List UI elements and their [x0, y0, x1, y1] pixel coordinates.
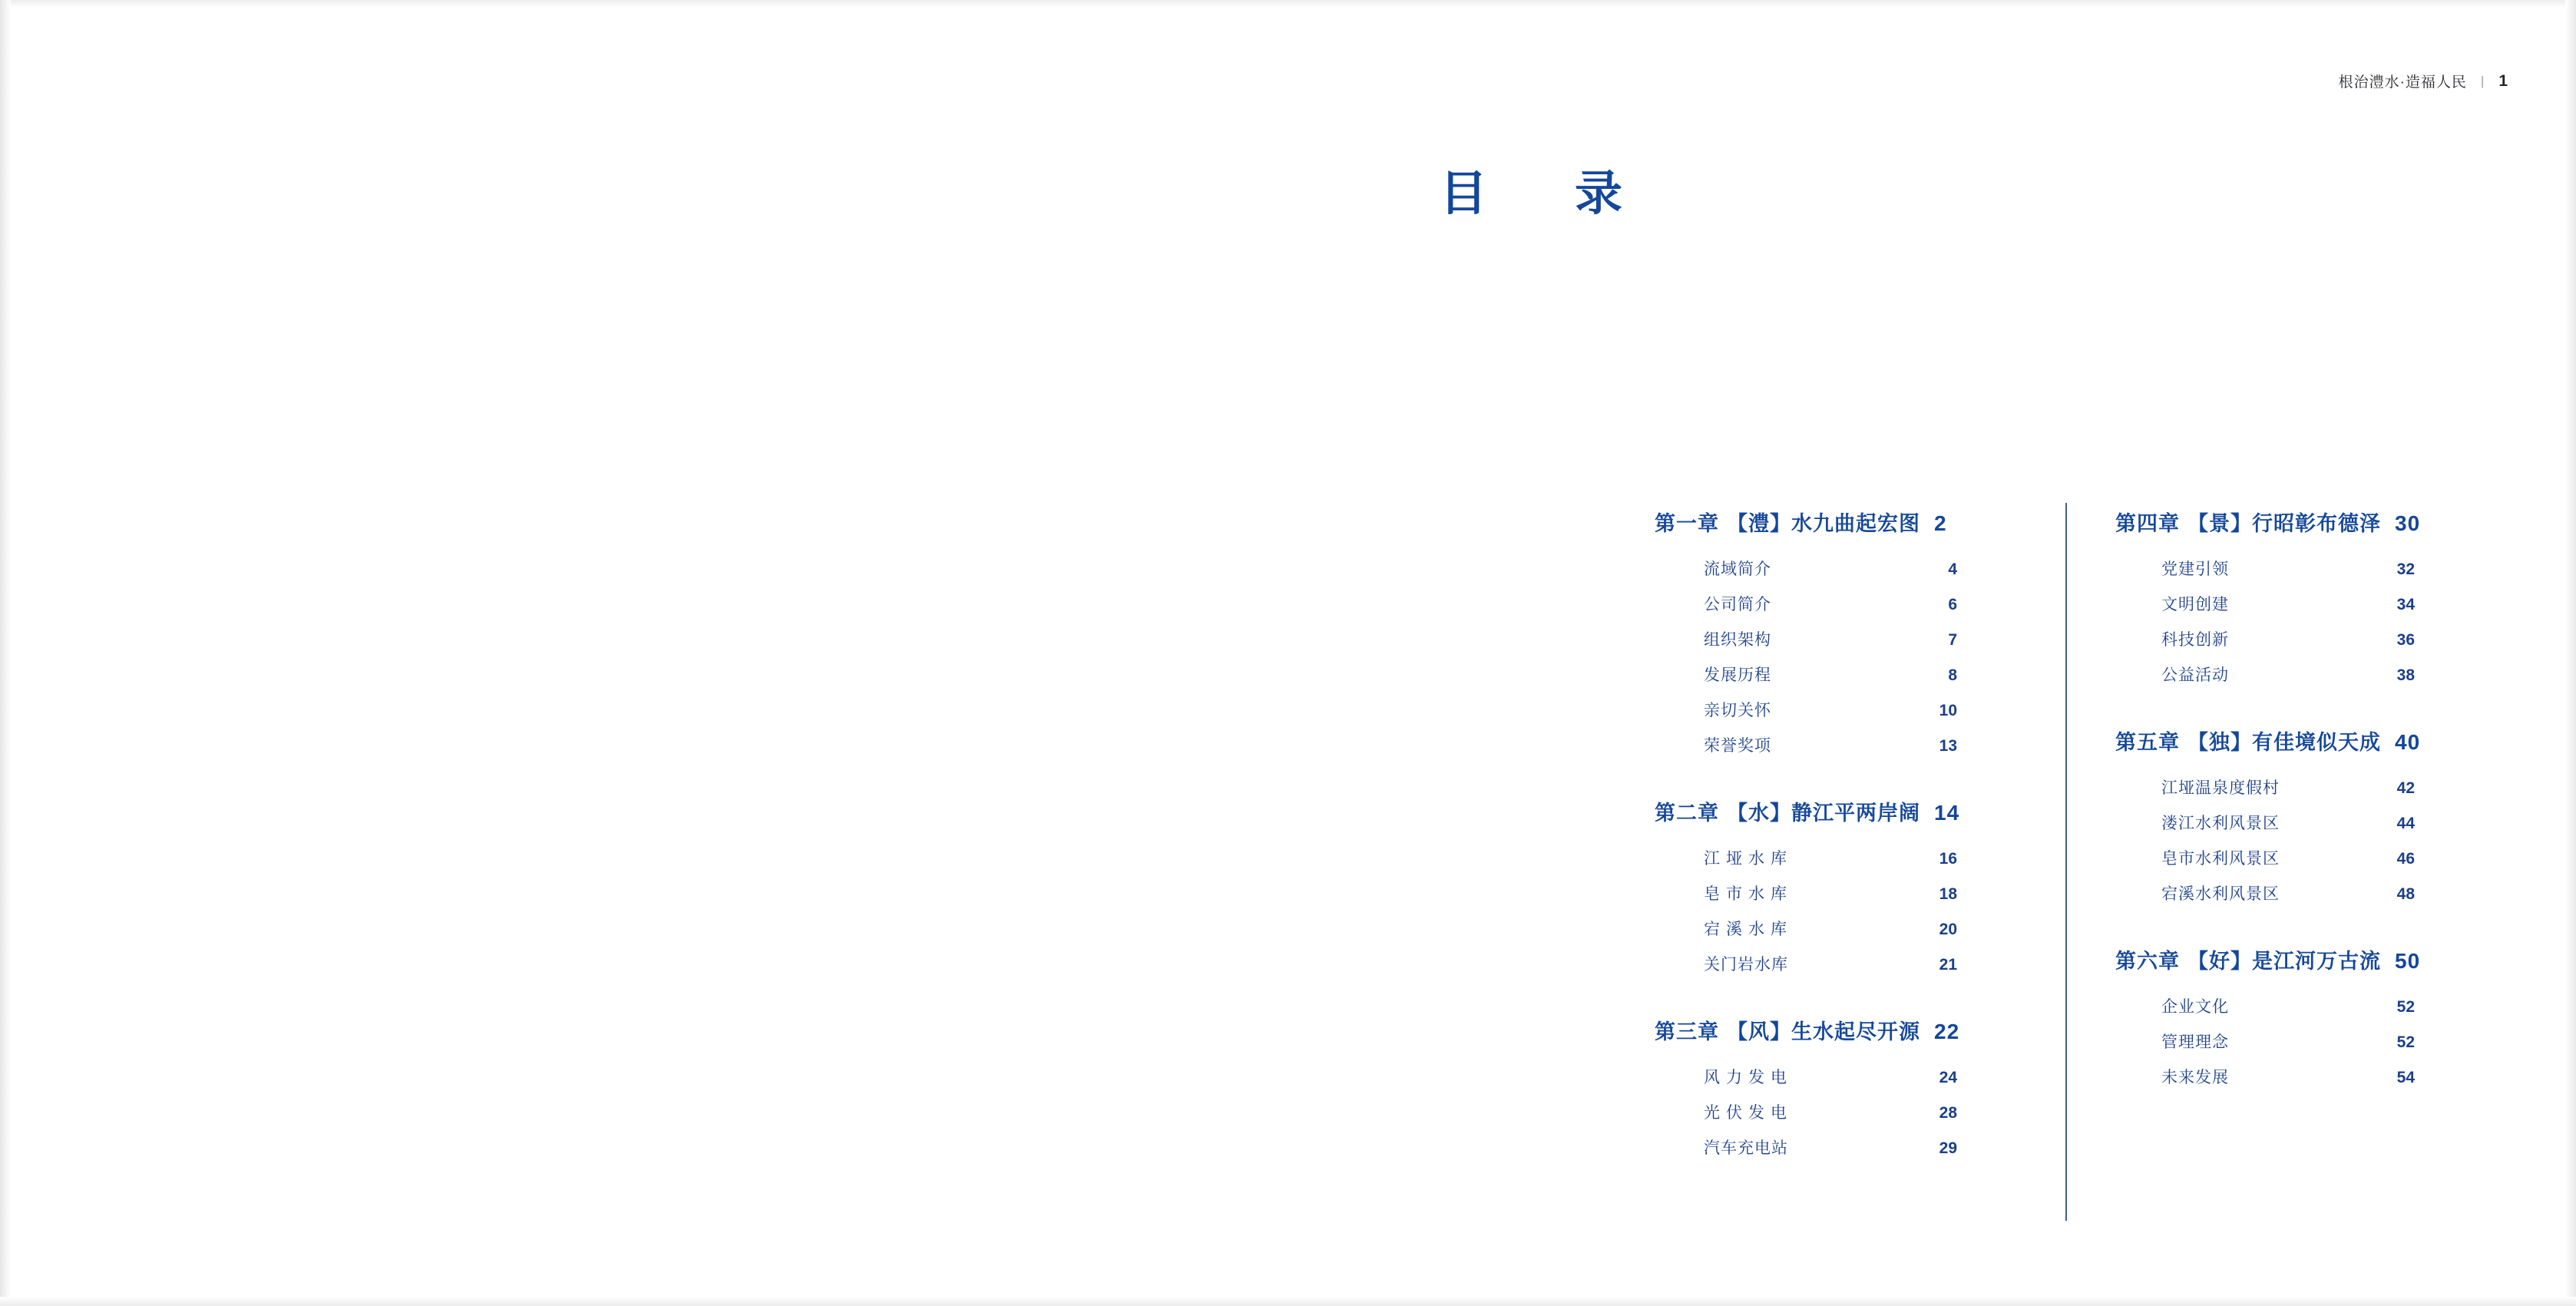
toc-entry-label: 公益活动	[2161, 666, 2229, 684]
toc-entry[interactable]	[1704, 698, 1957, 721]
toc-entry-page: 7	[1948, 631, 1957, 649]
chapter-entry-4[interactable]	[2115, 507, 2484, 686]
toc-entry[interactable]	[1704, 627, 1957, 650]
page-edge-bottom	[0, 1297, 2576, 1306]
toc-left-column	[1655, 507, 2023, 1171]
toc-entry-label: 流域简介	[1704, 560, 1771, 578]
toc-entry[interactable]	[1704, 1100, 1957, 1123]
chapter-title: 【好】是江河万古流	[2187, 950, 2381, 973]
toc-entry[interactable]	[2161, 1065, 2415, 1088]
toc-entry-page: 8	[1948, 666, 1957, 684]
chapter-label: 第二章	[1655, 802, 1719, 825]
toc-entry[interactable]	[2161, 592, 2415, 615]
toc-entry[interactable]	[1704, 733, 1957, 756]
toc-entry-page: 38	[2396, 666, 2415, 684]
toc-entry[interactable]	[2161, 775, 2415, 798]
toc-entry-page: 13	[1939, 737, 1957, 755]
toc-entry-page: 24	[1939, 1069, 1957, 1086]
chapter-entry-list	[2115, 994, 2484, 1088]
toc-entry-page: 54	[2396, 1069, 2415, 1086]
toc-entry-label: 管理理念	[2161, 1033, 2229, 1051]
toc-entry-label: 关门岩水库	[1704, 956, 1788, 974]
toc-entry-page: 32	[2396, 560, 2415, 578]
toc-entry[interactable]	[1704, 592, 1957, 615]
toc-entry-label: 宕溪水库	[1704, 921, 1793, 938]
toc-entry-page: 18	[1939, 885, 1957, 903]
toc-entry-page: 28	[1939, 1104, 1957, 1122]
toc-entry-label: 江垭温泉度假村	[2161, 779, 2280, 797]
chapter-entry-2[interactable]	[1655, 796, 2023, 975]
toc-entry-label: 汽车充电站	[1704, 1139, 1788, 1157]
chapter-entry-list	[2115, 775, 2484, 904]
toc-entry-label: 科技创新	[2161, 631, 2229, 649]
chapter-entry-list	[1655, 557, 2023, 756]
toc-entry-label: 亲切关怀	[1704, 702, 1771, 719]
toc-entry[interactable]	[2161, 846, 2415, 869]
toc-entry[interactable]	[2161, 994, 2415, 1017]
page-edge-top	[0, 0, 2576, 8]
toc-entry-page: 6	[1948, 596, 1957, 613]
toc-entry[interactable]	[1704, 917, 1957, 940]
running-header-page-number: 1	[2498, 71, 2508, 90]
chapter-page-number: 2	[1934, 511, 1947, 535]
toc-entry-label: 皂市水库	[1704, 885, 1793, 903]
toc-entry[interactable]	[2161, 663, 2415, 686]
chapter-heading[interactable]	[2115, 944, 2484, 974]
toc-entry-page: 52	[2396, 1033, 2415, 1051]
chapter-label: 第一章	[1655, 512, 1719, 535]
toc-entry-label: 企业文化	[2161, 998, 2229, 1016]
chapter-page-number: 40	[2395, 730, 2421, 754]
toc-entry-page: 36	[2396, 631, 2415, 649]
chapter-title: 【景】行昭彰布德泽	[2187, 512, 2381, 535]
chapter-label: 第四章	[2115, 512, 2180, 535]
chapter-label: 第三章	[1655, 1020, 1719, 1043]
toc-entry-page: 20	[1939, 921, 1957, 938]
toc-entry-label: 文明创建	[2161, 596, 2229, 613]
chapter-page-number: 22	[1934, 1020, 1960, 1043]
toc-entry-label: 风力发电	[1704, 1069, 1793, 1086]
toc-entry[interactable]	[1704, 1065, 1957, 1088]
toc-entry[interactable]	[1704, 846, 1957, 869]
toc-entry-label: 未来发展	[2161, 1069, 2229, 1086]
toc-entry-page: 10	[1939, 702, 1957, 719]
chapter-title: 【水】静江平两岸阔	[1727, 802, 1920, 825]
toc-right-column	[2115, 507, 2484, 1100]
toc-entry-page: 42	[2396, 779, 2415, 797]
chapter-heading[interactable]	[1655, 796, 2023, 826]
toc-entry-page: 16	[1939, 850, 1957, 868]
chapter-entry-6[interactable]	[2115, 944, 2484, 1088]
chapter-heading[interactable]	[2115, 507, 2484, 537]
chapter-heading[interactable]	[1655, 1015, 2023, 1045]
running-header-brand: 根治澧水·造福人民	[2338, 74, 2467, 91]
toc-entry-label: 荣誉奖项	[1704, 737, 1771, 755]
toc-entry-page: 21	[1939, 956, 1957, 974]
toc-entry[interactable]	[1704, 557, 1957, 580]
toc-entry-label: 党建引领	[2161, 560, 2229, 578]
toc-entry[interactable]	[2161, 627, 2415, 650]
chapter-page-number: 50	[2395, 949, 2421, 973]
toc-columns	[1655, 507, 2518, 1171]
page-title: 目 录	[1440, 167, 1643, 220]
toc-entry-page: 46	[2396, 850, 2415, 868]
toc-entry-page: 48	[2396, 885, 2415, 903]
toc-entry[interactable]	[2161, 881, 2415, 904]
chapter-entry-list	[1655, 1065, 2023, 1159]
chapter-heading[interactable]	[2115, 726, 2484, 755]
toc-entry[interactable]	[2161, 557, 2415, 580]
toc-entry-page: 29	[1939, 1139, 1957, 1157]
chapter-entry-list	[2115, 557, 2484, 686]
toc-entry-label: 江垭水库	[1704, 850, 1793, 868]
chapter-heading[interactable]	[1655, 507, 2023, 537]
toc-entry-label: 皂市水利风景区	[2161, 850, 2280, 868]
chapter-label: 第六章	[2115, 950, 2180, 973]
toc-entry[interactable]	[1704, 663, 1957, 686]
chapter-entry-5[interactable]	[2115, 726, 2484, 904]
running-header	[2339, 71, 2508, 91]
page-edge-right	[2565, 0, 2576, 1306]
toc-entry-page: 44	[2396, 815, 2415, 832]
chapter-label: 第五章	[2115, 731, 2180, 754]
toc-entry-page: 52	[2396, 998, 2415, 1016]
toc-entry[interactable]	[2161, 811, 2415, 834]
chapter-title: 【澧】水九曲起宏图	[1727, 512, 1920, 535]
toc-entry-label: 光伏发电	[1704, 1104, 1793, 1122]
toc-entry-page: 4	[1948, 560, 1957, 578]
chapter-entry-3[interactable]	[1655, 1015, 2023, 1159]
chapter-entry-1[interactable]	[1655, 507, 2023, 756]
toc-entry[interactable]	[1704, 1136, 1957, 1159]
chapter-title: 【风】生水起尽开源	[1727, 1020, 1920, 1043]
toc-entry[interactable]	[1704, 881, 1957, 904]
chapter-page-number: 14	[1934, 801, 1960, 825]
chapter-page-number: 30	[2395, 511, 2421, 535]
chapter-entry-list	[1655, 846, 2023, 975]
toc-entry-label: 组织架构	[1704, 631, 1771, 649]
chapter-title: 【独】有佳境似天成	[2187, 731, 2381, 754]
toc-entry[interactable]	[2161, 1030, 2415, 1053]
toc-entry-page: 34	[2396, 596, 2415, 613]
page-edge-left	[0, 0, 11, 1306]
toc-entry-label: 溇江水利风景区	[2161, 815, 2280, 832]
toc-entry-label: 公司简介	[1704, 596, 1771, 613]
toc-entry-label: 宕溪水利风景区	[2161, 885, 2280, 903]
running-header-separator: |	[2480, 73, 2485, 88]
toc-entry[interactable]	[1704, 952, 1957, 975]
toc-entry-label: 发展历程	[1704, 666, 1771, 684]
